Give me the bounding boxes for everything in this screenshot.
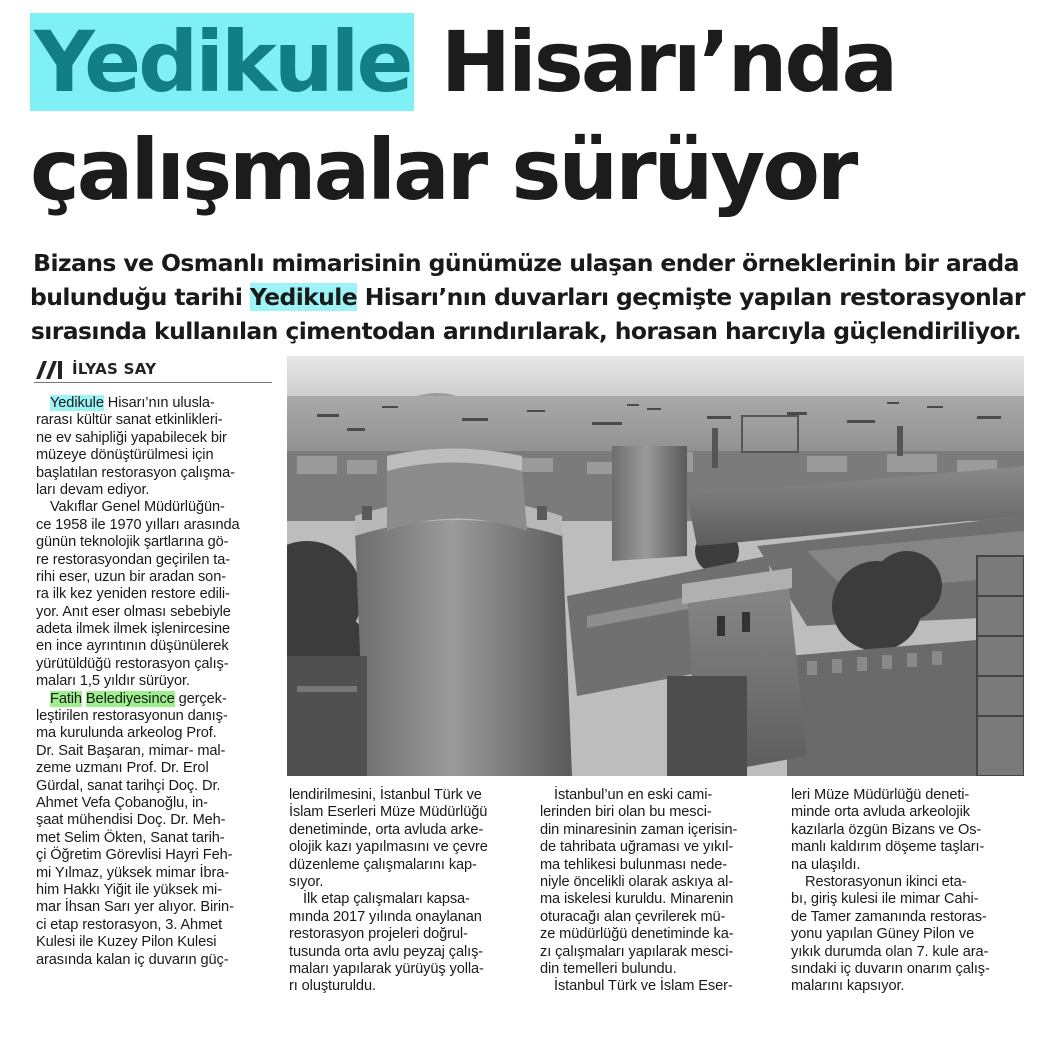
- text-line: Restorasyonun ikinci eta-: [805, 873, 967, 890]
- subheadline-row-3: sırasında kullanılan çimentodan arındırılarak, horasan harcıyla güçlendiriliyor.: [30, 317, 1022, 345]
- scaffold-tower: [977, 556, 1024, 776]
- paragraph-1-first-text: Hisarı’nın ulusla-: [103, 395, 215, 411]
- text-line: met Selim Ökten, Sanat tarih-: [36, 829, 225, 846]
- text-line: niyle öncelikli olarak askıya al-: [540, 873, 733, 890]
- newspaper-logo-icon: [34, 358, 66, 380]
- text-line: yürütüldüğü restorasyon çalış-: [36, 655, 229, 672]
- text-line: na ulaşıldı.: [791, 856, 861, 873]
- article-column-3: [540, 787, 780, 996]
- text-line: ce 1958 ile 1970 yılları arasında: [36, 516, 240, 533]
- text-line: İstanbul’un en eski cami-: [554, 787, 713, 803]
- text-line: Vakıflar Genel Müdürlüğün-: [50, 499, 225, 516]
- restoration-banner: [667, 676, 747, 776]
- paragraph-3-first-text: gerçek-: [174, 690, 227, 707]
- text-line: rı oluşturuldu.: [289, 978, 376, 995]
- fatih-highlight: Fatih: [50, 690, 82, 707]
- text-line: adeta ilmek ilmek işlenircesine: [36, 621, 230, 638]
- text-line: him Hakkı Yiğit ile yüksek mi-: [36, 881, 222, 898]
- text-line: ma kurulunda arkeolog Prof.: [36, 725, 217, 742]
- text-line: maları 1,5 yıldır sürüyor.: [36, 673, 190, 690]
- text-line: din minaresinin zaman içerisin-: [540, 821, 738, 838]
- text-line: ne ev sahipliği yapabilecek bir: [36, 429, 227, 446]
- text-line: kazılarla özgün Bizans ve Os-: [791, 821, 982, 838]
- text-line: maları yapılarak yürüyüş yolla-: [289, 960, 484, 977]
- text-line: günün teknolojik şartlarına gö-: [36, 534, 229, 551]
- text-line: yonu yapılan Güney Pilon ve: [791, 926, 975, 943]
- text-line: zı çalışmaları yapılarak mesci-: [540, 943, 734, 960]
- text-line: arasında kalan iç duvarın güç-: [36, 951, 229, 968]
- text-line: re restorasyondan geçirilen ta-: [36, 551, 231, 568]
- text-line: lerinden biri olan bu mesci-: [540, 804, 712, 821]
- text-line: din temelleri bulundu.: [540, 960, 677, 977]
- text-line: oturacağı alan çevrilerek mü-: [540, 908, 726, 925]
- text-line: yıkık durumda olan 7. kule ara-: [791, 943, 989, 960]
- text-line: mi Yılmaz, yüksek mimar İbra-: [36, 864, 230, 881]
- text-line: sındaki iç duvarın onarım çalış-: [791, 960, 990, 977]
- headline-line-1: [30, 8, 1030, 116]
- text-line: çi Öğretim Görevlisi Hayri Feh-: [36, 847, 233, 864]
- text-line: malarını kapsıyor.: [791, 978, 905, 995]
- text-line: leri Müze Müdürlüğü deneti-: [791, 787, 970, 803]
- text-line: İstanbul Türk ve İslam Eser-: [554, 978, 733, 995]
- text-line: Kulesi ile Kuzey Pilon Kulesi: [36, 934, 217, 951]
- text-line: müzeye dönüştürülmesi için: [36, 447, 214, 464]
- text-line: başlatılan restorasyon çalışma-: [36, 464, 235, 481]
- text-line: en ince ayrıntının düşünülerek: [36, 638, 229, 655]
- text-line: rihi eser, uzun bir aradan son-: [36, 568, 226, 585]
- headline-rest: Hisarı’nda: [440, 13, 896, 111]
- subheadline-row-2: [30, 280, 1025, 314]
- text-line: ları devam ediyor.: [36, 481, 150, 498]
- paragraph-3-first-line: [36, 691, 276, 708]
- yedikule-fortress-aerial-photo: [287, 356, 1024, 776]
- text-line: düzenleme çalışmalarını kap-: [289, 856, 477, 873]
- text-line: Dr. Sait Başaran, mimar- mal-: [36, 742, 226, 759]
- text-line: restorasyon projeleri doğrul-: [289, 926, 468, 943]
- headline: [30, 8, 1030, 224]
- subheadline-row-2-pre: bulunduğu tarihi: [30, 283, 243, 311]
- yedikule-highlight: Yedikule: [50, 395, 104, 411]
- text-line: minde orta avluda arkeolojik: [791, 804, 970, 821]
- text-line: tusunda orta avlu peyzaj çalış-: [289, 943, 484, 960]
- text-line: de tahribata uğraması ve yıkıl-: [540, 839, 734, 856]
- text-line: yor. Anıt eser olması sebebiyle: [36, 603, 231, 620]
- subheadline-highlight: Yedikule: [249, 283, 358, 311]
- text-line: Gürdal, sanat tarihçi Doç. Dr.: [36, 777, 221, 794]
- text-line: İslam Eserleri Müze Müdürlüğü: [289, 804, 488, 821]
- belediyesince-highlight: Belediyesince: [85, 690, 175, 707]
- text-line: rarası kültür sanat etkinlikleri-: [36, 412, 223, 429]
- text-line: zeme uzmanı Prof. Dr. Erol: [36, 760, 209, 777]
- subheadline-row-1: Bizans ve Osmanlı mimarisinin günümüze ulaşan ender örneklerinin bir arada: [33, 249, 1019, 277]
- byline: [34, 356, 272, 383]
- text-line: sıyor.: [289, 873, 324, 890]
- text-line: denetiminde, orta avluda arke-: [289, 821, 484, 838]
- paragraph-1-first-line: [36, 395, 276, 412]
- left-buildings: [287, 656, 367, 776]
- text-line: ma iskelesi kuruldu. Minarenin: [540, 891, 734, 908]
- text-line: ci etap restorasyon, 3. Ahmet: [36, 916, 223, 933]
- text-line: mında 2017 yılında onaylanan: [289, 908, 482, 925]
- text-line: ra ilk kez yeniden restore edili-: [36, 586, 230, 603]
- text-line: leştirilen restorasyonun danış-: [36, 708, 228, 725]
- article-column-1: [36, 395, 276, 969]
- author-name: İLYAS SAY: [72, 360, 157, 378]
- text-line: mar İhsan Sarı yer alıyor. Birin-: [36, 899, 234, 916]
- article-column-2: [289, 787, 529, 996]
- sky: [287, 356, 1024, 396]
- text-line: lendirilmesini, İstanbul Türk ve: [289, 787, 482, 803]
- back-tower: [612, 446, 687, 561]
- text-line: bı, giriş kulesi ile mimar Cahi-: [791, 891, 979, 908]
- headline-line-2: çalışmalar sürüyor: [30, 121, 856, 219]
- text-line: ma tehlikesi bulunması nede-: [540, 856, 728, 873]
- text-line: manlı kaldırım döşeme taşları-: [791, 839, 985, 856]
- fortress-photo: [287, 356, 1024, 776]
- subheadline-row-2-post: Hisarı’nın duvarları geçmişte yapılan restorasyonlar: [364, 283, 1025, 311]
- round-tower: [355, 514, 572, 777]
- text-line: ze müdürlüğü denetiminde ka-: [540, 926, 734, 943]
- headline-highlight: Yedikule: [30, 13, 414, 111]
- article-column-4: [791, 787, 1031, 996]
- subheadline: [30, 246, 1025, 348]
- text-line: olojik kazı yapılmasını ve çevre: [289, 839, 488, 856]
- text-line: İlk etap çalışmaları kapsa-: [303, 891, 470, 908]
- text-line: Ahmet Vefa Çobanoğlu, in-: [36, 794, 208, 811]
- text-line: de Tamer zamanında restoras-: [791, 908, 987, 925]
- text-line: şaat mühendisi Doç. Dr. Meh-: [36, 812, 226, 829]
